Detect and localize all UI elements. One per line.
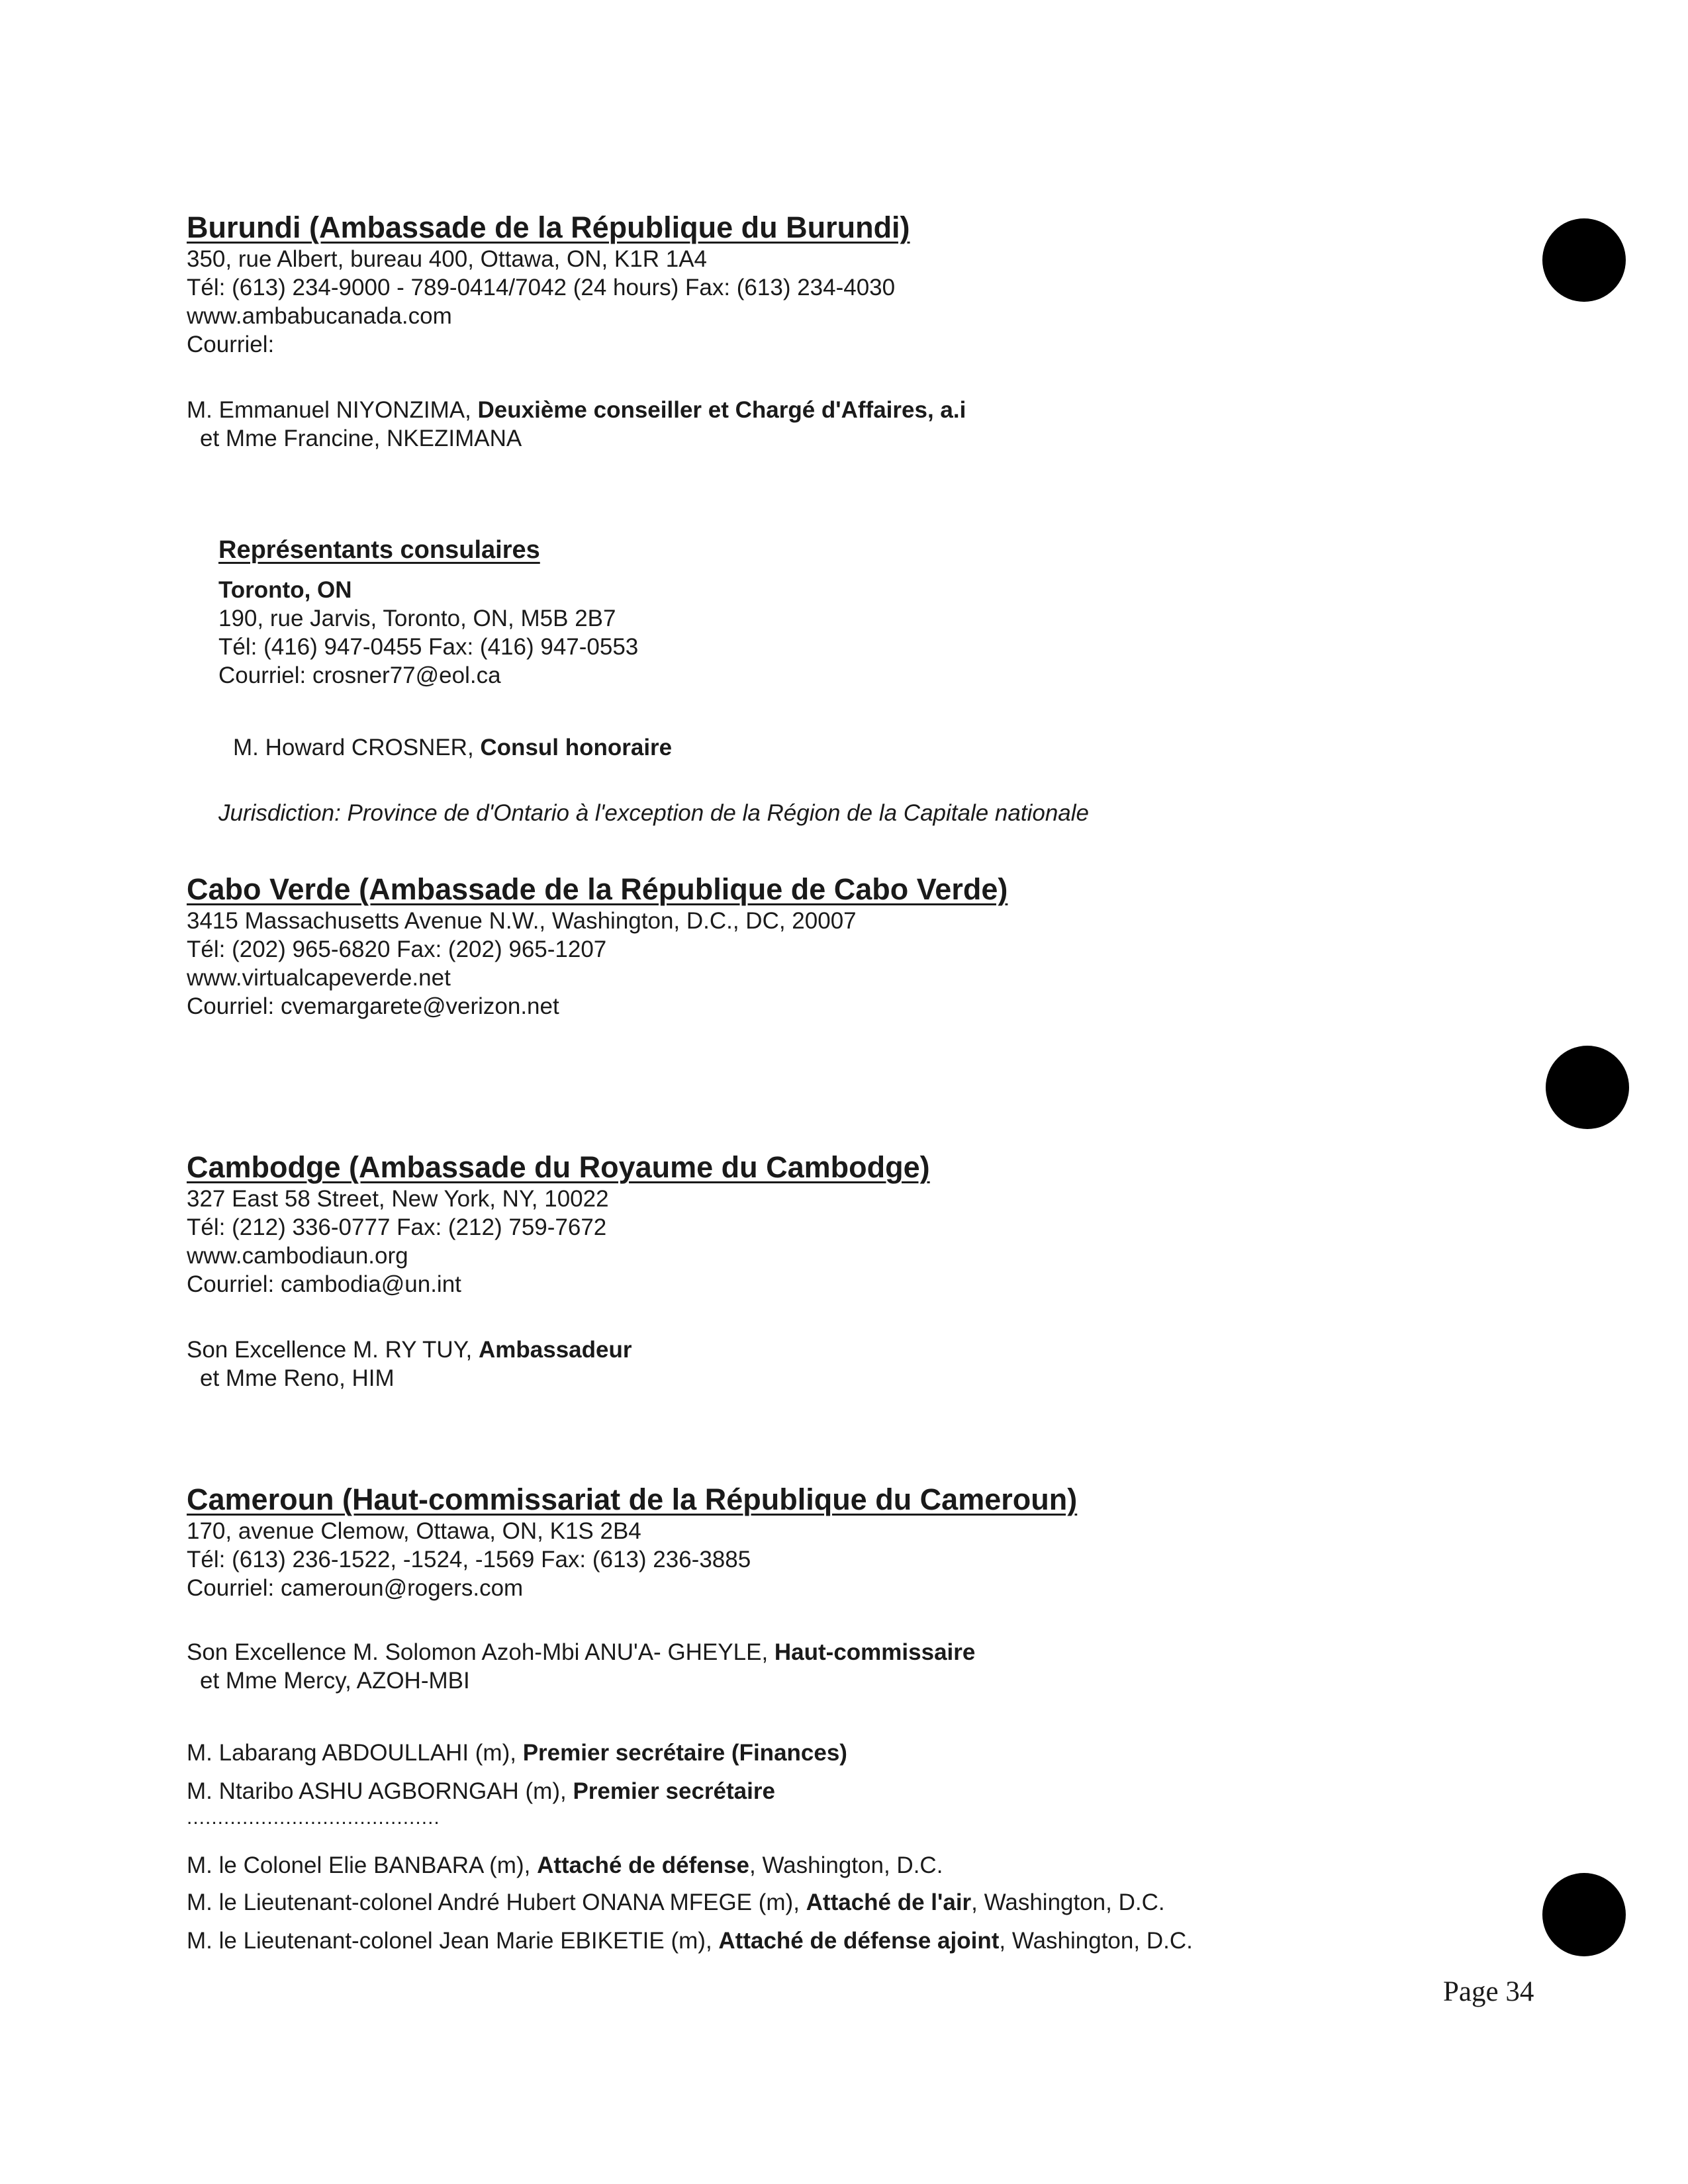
person-title: Deuxième conseiller et Chargé d'Affaires, a.i xyxy=(477,397,966,423)
person-name: Son Excellence M. RY TUY, xyxy=(187,1337,479,1363)
burundi-address: 350, rue Albert, bureau 400, Ottawa, ON, K1R 1A4 xyxy=(187,246,708,272)
person-title: Attaché de défense xyxy=(537,1852,749,1878)
burundi-web: www.ambabucanada.com xyxy=(187,303,452,329)
consular-city: Toronto, ON xyxy=(218,577,352,603)
person-title: Premier secrétaire (Finances) xyxy=(522,1740,847,1766)
cameroun-person-4 xyxy=(187,1851,943,1880)
person-name: M. Ntaribo ASHU AGBORNGAH (m), xyxy=(187,1778,573,1804)
person-name: M. le Colonel Elie BANBARA (m), xyxy=(187,1852,538,1878)
person-name: M. Howard CROSNER, xyxy=(233,735,481,760)
cambodge-person-1-spouse: et Mme Reno, HIM xyxy=(200,1365,395,1391)
cameroun-person-5 xyxy=(187,1888,1165,1917)
person-title: Premier secrétaire xyxy=(573,1778,775,1804)
cambodge-person-1 xyxy=(187,1336,632,1364)
cameroun-person-2 xyxy=(187,1739,847,1767)
page-number: Page 34 xyxy=(1443,1976,1534,2007)
burundi-person-1 xyxy=(187,396,966,424)
burundi-tel: Tél: (613) 234-9000 - 789-0414/7042 (24 hours) Fax: (613) 234-4030 xyxy=(187,275,896,300)
burundi-person-1-spouse: et Mme Francine, NKEZIMANA xyxy=(200,426,522,451)
cambodge-web: www.cambodiaun.org xyxy=(187,1243,408,1269)
person-suffix: , Washington, D.C. xyxy=(749,1852,943,1878)
consular-jurisdiction: Jurisdiction: Province de d'Ontario à l'exception de la Région de la Capitale nationale xyxy=(218,800,1089,826)
person-title: Consul honoraire xyxy=(480,735,673,760)
consular-heading: Représentants consulaires xyxy=(218,536,540,564)
burundi-heading: Burundi (Ambassade de la République du Burundi) xyxy=(187,210,910,244)
cameroun-address: 170, avenue Clemow, Ottawa, ON, K1S 2B4 xyxy=(187,1518,641,1544)
person-name: M. le Lieutenant-colonel Jean Marie EBIKETIE (m), xyxy=(187,1928,719,1954)
cameroun-heading: Cameroun (Haut-commissariat de la République du Cameroun) xyxy=(187,1482,1078,1516)
consular-person xyxy=(233,733,672,762)
cameroun-person-1-spouse: et Mme Mercy, AZOH-MBI xyxy=(200,1668,470,1694)
cabo-verde-heading: Cabo Verde (Ambassade de la République de Cabo Verde) xyxy=(187,872,1008,906)
cameroun-person-6 xyxy=(187,1927,1193,1955)
cabo-verde-email: Courriel: cvemargarete@verizon.net xyxy=(187,993,559,1019)
cambodge-heading: Cambodge (Ambassade du Royaume du Cambodge) xyxy=(187,1150,930,1184)
person-title: Attaché de l'air xyxy=(806,1889,972,1915)
cameroun-tel: Tél: (613) 236-1522, -1524, -1569 Fax: (613) 236-3885 xyxy=(187,1547,751,1572)
cabo-verde-address: 3415 Massachusetts Avenue N.W., Washington, D.C., DC, 20007 xyxy=(187,908,857,934)
person-title: Ambassadeur xyxy=(478,1337,632,1363)
punch-hole-top xyxy=(1542,218,1626,302)
cambodge-tel: Tél: (212) 336-0777 Fax: (212) 759-7672 xyxy=(187,1214,607,1240)
consular-address: 190, rue Jarvis, Toronto, ON, M5B 2B7 xyxy=(218,606,616,631)
separator-dots: ......................................... xyxy=(187,1807,440,1829)
person-name: Son Excellence M. Solomon Azoh-Mbi ANU'A- GHEYLE, xyxy=(187,1639,774,1665)
person-name: M. le Lieutenant-colonel André Hubert ONANA MFEGE (m), xyxy=(187,1889,806,1915)
person-title: Attaché de défense ajoint xyxy=(718,1928,1000,1954)
person-name: M. Emmanuel NIYONZIMA, xyxy=(187,397,478,423)
person-title: Haut-commissaire xyxy=(774,1639,976,1665)
cabo-verde-web: www.virtualcapeverde.net xyxy=(187,965,451,991)
person-suffix: , Washington, D.C. xyxy=(971,1889,1165,1915)
cameroun-email: Courriel: cameroun@rogers.com xyxy=(187,1575,524,1601)
person-suffix: , Washington, D.C. xyxy=(999,1928,1193,1954)
cameroun-person-1 xyxy=(187,1638,975,1666)
cameroun-person-3 xyxy=(187,1777,775,1805)
consular-tel: Tél: (416) 947-0455 Fax: (416) 947-0553 xyxy=(218,634,639,660)
cambodge-address: 327 East 58 Street, New York, NY, 10022 xyxy=(187,1186,609,1212)
punch-hole-bottom xyxy=(1542,1873,1626,1956)
person-name: M. Labarang ABDOULLAHI (m), xyxy=(187,1740,523,1766)
punch-hole-middle xyxy=(1546,1046,1629,1129)
burundi-email: Courriel: xyxy=(187,332,275,357)
cambodge-email: Courriel: cambodia@un.int xyxy=(187,1271,461,1297)
consular-email: Courriel: crosner77@eol.ca xyxy=(218,662,501,688)
cabo-verde-tel: Tél: (202) 965-6820 Fax: (202) 965-1207 xyxy=(187,936,607,962)
